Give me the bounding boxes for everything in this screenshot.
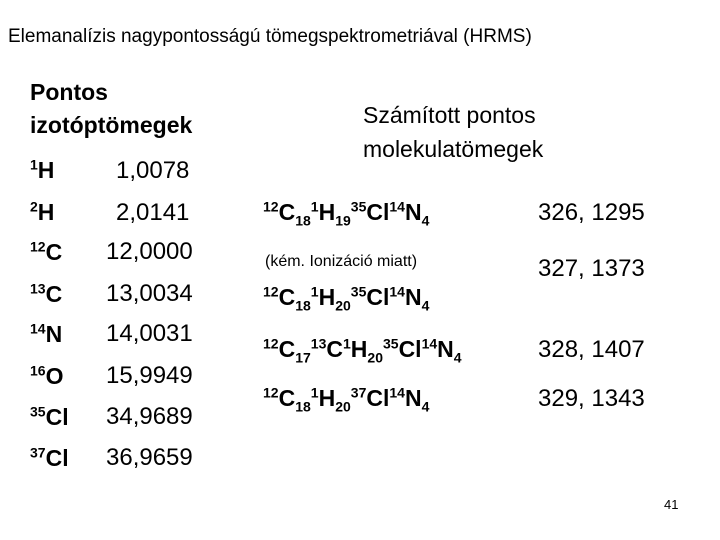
isotope-mass: 2,0141	[116, 199, 190, 226]
molecular-formula	[263, 384, 430, 415]
molecular-formula	[263, 198, 430, 229]
atom-count: 20	[367, 349, 383, 366]
molecular-mass: 327, 1373	[538, 255, 645, 282]
atom-count: 4	[421, 398, 430, 415]
atom-count: 17	[295, 349, 311, 366]
isotope-symbol: $^2$H	[30, 198, 55, 225]
element-symbol: C	[326, 336, 343, 362]
isotope-mass-number: 1	[342, 335, 351, 352]
isotope-mass: 12,0000	[106, 238, 193, 265]
isotope-masses-heading	[30, 76, 192, 142]
molecular-mass: 326, 1295	[538, 199, 645, 226]
isotope-symbol: $^{16}$O	[30, 362, 64, 389]
isotope-symbol: $^1$H	[30, 156, 55, 183]
heading-line: izotóptömegek	[30, 112, 193, 138]
atom-count: 19	[335, 212, 351, 229]
isotope-symbol: $^{37}$Cl	[30, 444, 69, 471]
molecular-masses-heading	[363, 98, 543, 166]
isotope-mass-number: 35	[350, 283, 367, 300]
element-symbol: H	[318, 199, 336, 225]
isotope-mass-number: 12	[263, 335, 279, 352]
element-symbol: C	[278, 284, 296, 310]
isotope-mass-number: 1	[310, 283, 319, 300]
isotope-mass: 1,0078	[116, 157, 190, 184]
molecular-mass: 328, 1407	[538, 336, 645, 363]
slide-title: Elemanalízis nagypontosságú tömegspektrometriával (HRMS)	[8, 26, 532, 47]
atom-count: 18	[295, 212, 311, 229]
element-symbol: Cl	[366, 284, 390, 310]
molecular-formula	[263, 335, 462, 366]
isotope-mass-number: 35	[382, 335, 399, 352]
isotope-mass-number: 14	[421, 335, 438, 352]
page-number: 41	[664, 497, 679, 512]
isotope-mass-number: 12	[263, 283, 279, 300]
isotope-mass: 13,0034	[106, 280, 193, 307]
isotope-mass-number: 12	[263, 198, 279, 215]
element-symbol: Cl	[398, 336, 422, 362]
element-symbol: N	[404, 199, 422, 225]
element-symbol: Cl	[366, 385, 390, 411]
isotope-symbol: $^{14}$N	[30, 320, 63, 347]
element-symbol: N	[404, 284, 422, 310]
isotope-mass-number: 14	[389, 384, 405, 401]
element-symbol: C	[278, 199, 296, 225]
element-symbol: C	[278, 336, 296, 362]
element-symbol: N	[404, 385, 422, 411]
molecular-formula	[263, 283, 430, 314]
atom-count: 18	[295, 297, 311, 314]
atom-count: 18	[295, 398, 311, 415]
isotope-mass: 14,0031	[106, 320, 193, 347]
atom-count: 4	[421, 212, 430, 229]
isotope-mass: 15,9949	[106, 362, 193, 389]
isotope-mass-number: 1	[310, 384, 319, 401]
molecular-mass: 329, 1343	[538, 385, 645, 412]
isotope-symbol: $^{35}$Cl	[30, 403, 69, 430]
ionization-note: (kém. Ionizáció miatt)	[265, 253, 418, 270]
element-symbol: H	[350, 336, 368, 362]
isotope-mass-number: 14	[389, 198, 405, 215]
element-symbol: H	[318, 385, 336, 411]
heading-line: Számított pontos	[363, 102, 536, 128]
element-symbol: Cl	[366, 199, 390, 225]
atom-count: 4	[421, 297, 430, 314]
isotope-mass: 34,9689	[106, 403, 193, 430]
isotope-mass-number: 1	[310, 198, 319, 215]
heading-line: Pontos	[30, 79, 108, 105]
isotope-symbol: $^{12}$C	[30, 238, 63, 265]
element-symbol: N	[437, 336, 454, 362]
isotope-mass-number: 13	[310, 335, 327, 352]
element-symbol: H	[318, 284, 336, 310]
isotope-mass-number: 37	[350, 384, 367, 401]
atom-count: 20	[335, 297, 351, 314]
atom-count: 20	[335, 398, 351, 415]
isotope-mass-number: 12	[263, 384, 279, 401]
heading-line: molekulatömegek	[363, 136, 544, 162]
isotope-mass-number: 35	[350, 198, 367, 215]
isotope-symbol: $^{13}$C	[30, 280, 63, 307]
element-symbol: C	[278, 385, 296, 411]
isotope-mass-number: 14	[389, 283, 405, 300]
atom-count: 4	[453, 349, 462, 366]
isotope-mass: 36,9659	[106, 444, 193, 471]
